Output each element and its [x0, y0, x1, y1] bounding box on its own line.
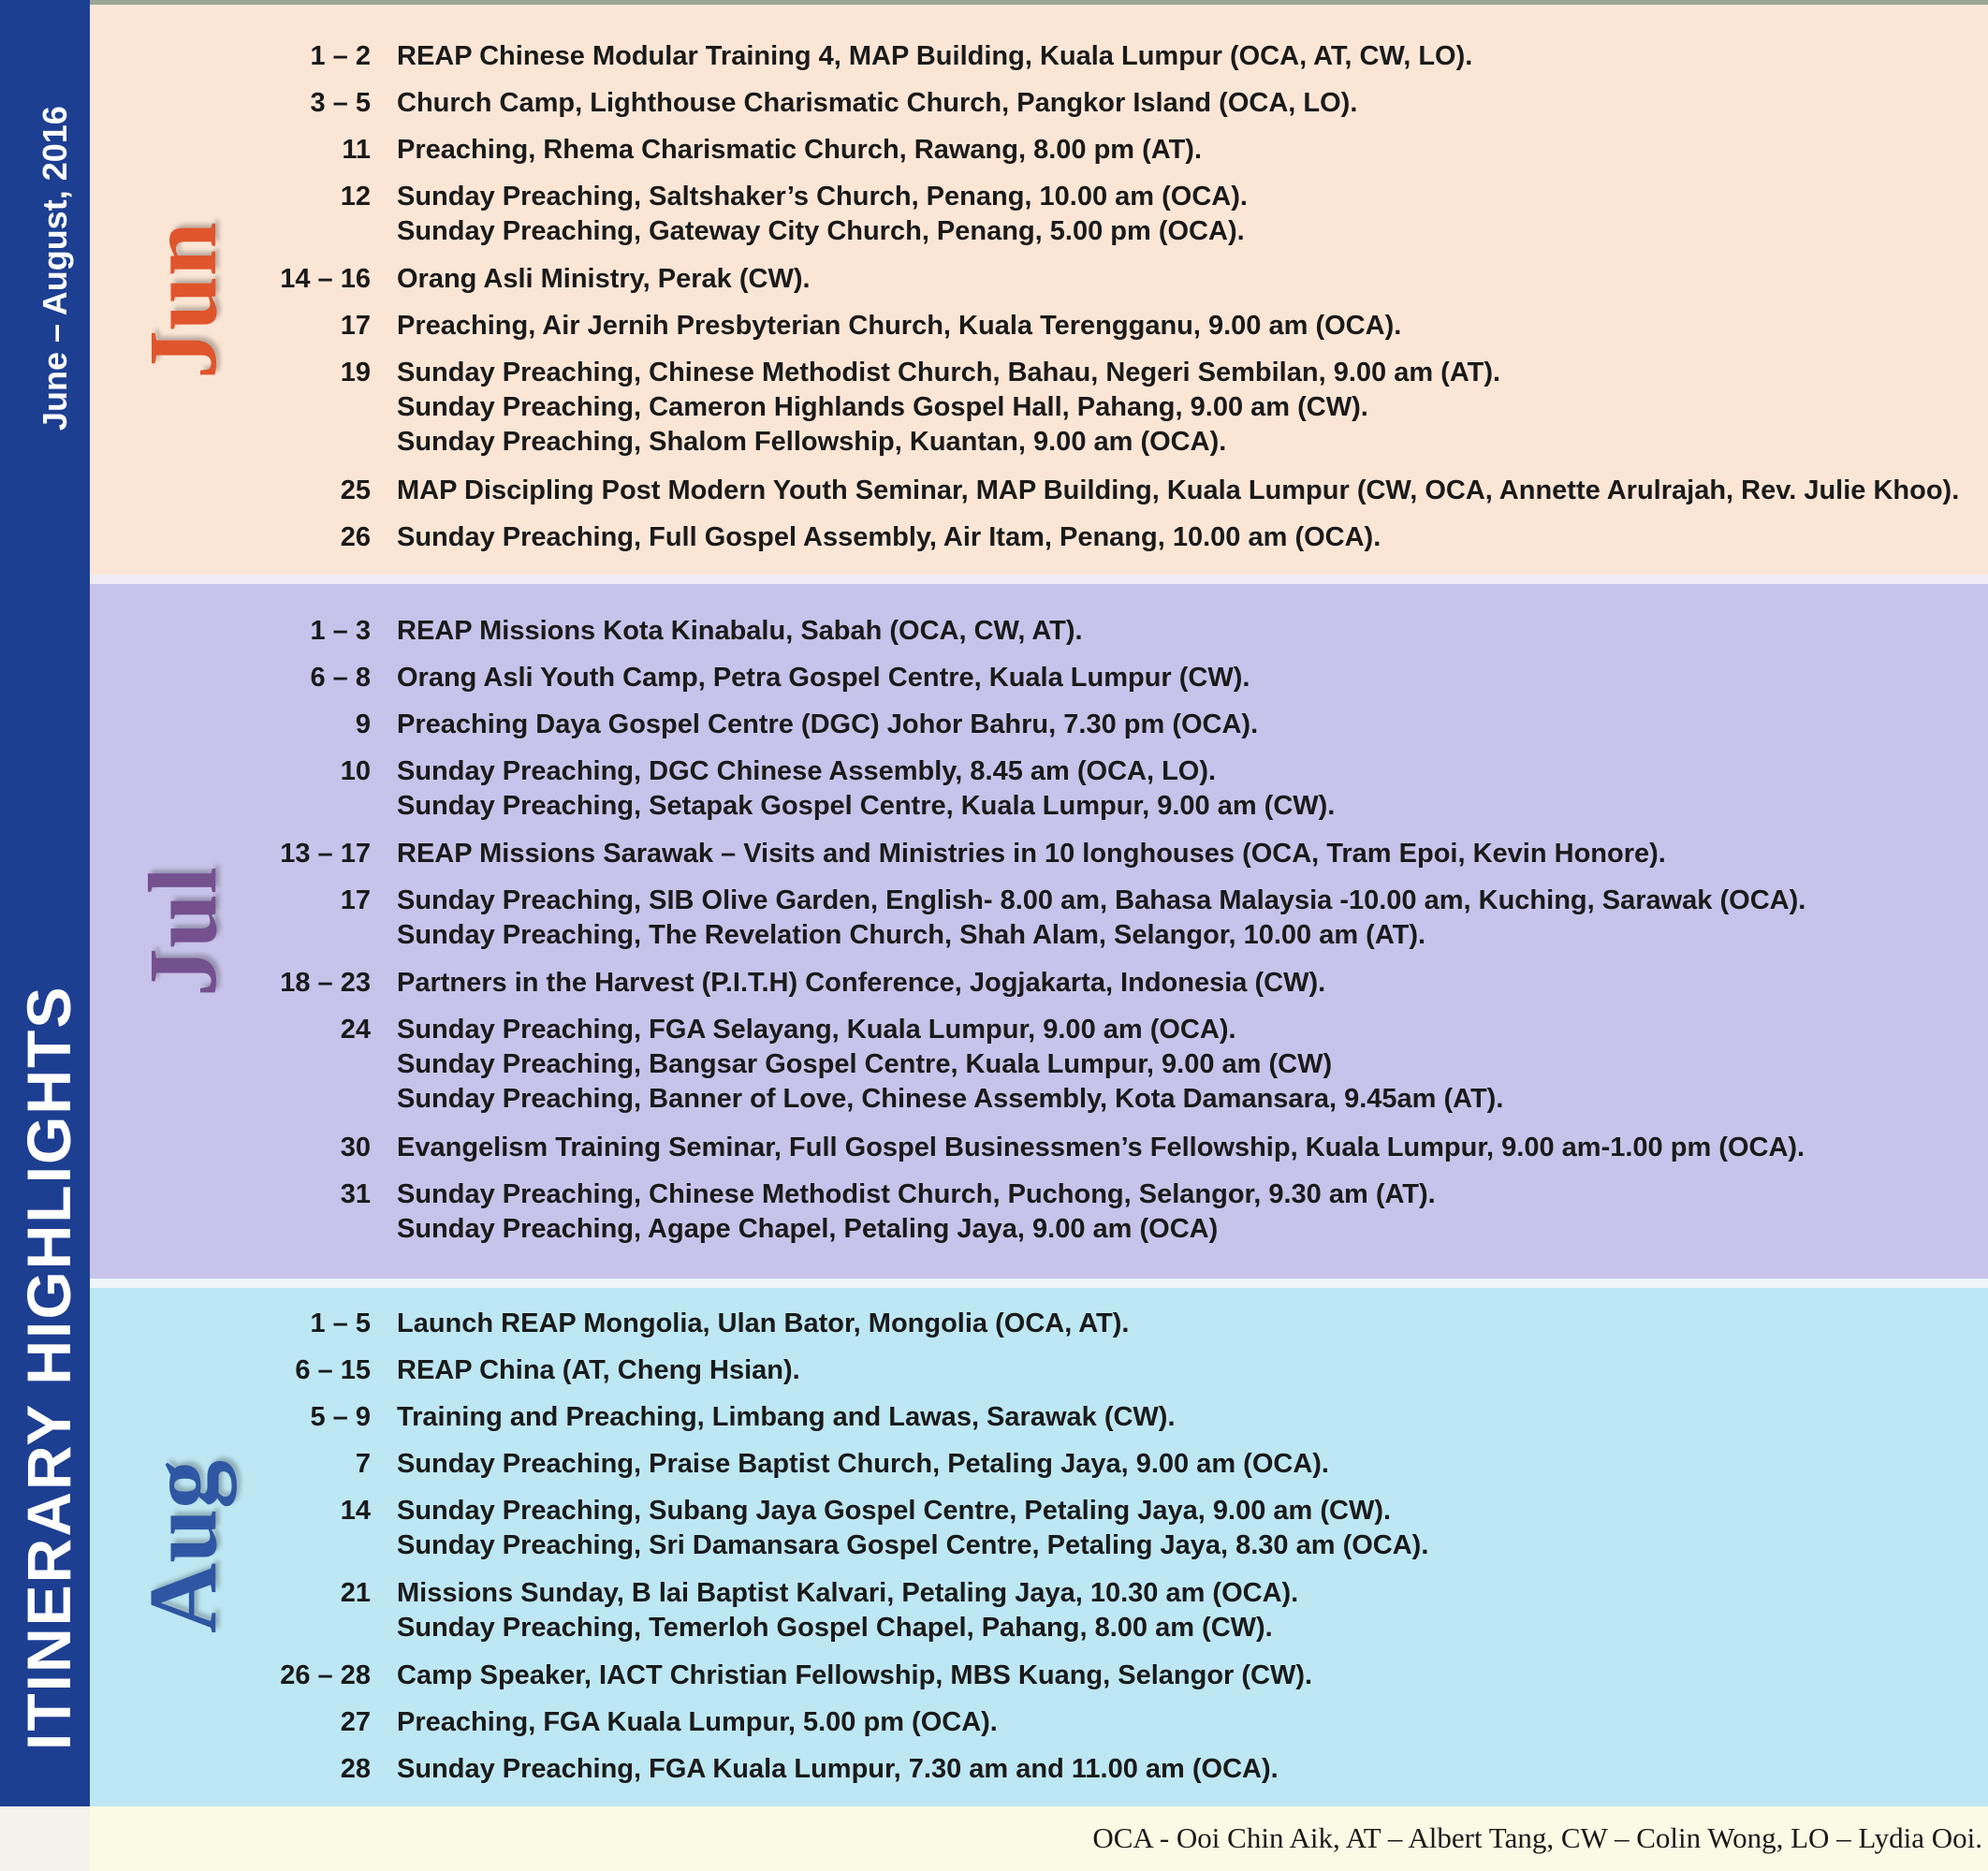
entry-date: 19 [340, 358, 371, 387]
entry-lines [397, 1659, 1979, 1693]
entry-text: Sunday Preaching, Bangsar Gospel Centre, Kuala Lumpur, 9.00 am (CW) [397, 1049, 1333, 1079]
entry-text: Evangelism Training Seminar, Full Gospel Businessmen’s Fellowship, Kuala Lumpur, 9.00 am-1.00 pm (OCA). [397, 1133, 1805, 1162]
entry-lines [397, 1353, 1979, 1388]
entry-text: Orang Asli Ministry, Perak (CW). [397, 264, 811, 294]
entry-date: 21 [340, 1578, 371, 1608]
entry-text: Sunday Preaching, Praise Baptist Church, Petaling Jaya, 9.00 am (OCA). [397, 1449, 1329, 1479]
entry-text: REAP Chinese Modular Training 4, MAP Building, Kuala Lumpur (OCA, AT, CW, LO). [397, 41, 1473, 71]
entry-text: Partners in the Harvest (P.I.T.H) Conference, Jogjakarta, Indonesia (CW). [397, 968, 1326, 998]
entry-lines [397, 1013, 1979, 1117]
entry-lines [397, 1705, 1979, 1740]
entry-text: Sunday Preaching, FGA Selayang, Kuala Lumpur, 9.00 am (OCA). [397, 1015, 1236, 1045]
entry-lines [397, 356, 1979, 460]
entry-date: 6 – 15 [295, 1355, 371, 1385]
entry-lines [397, 180, 1979, 249]
entry-date: 17 [340, 885, 371, 915]
entry-lines [397, 614, 1979, 649]
entry-date: 17 [340, 311, 371, 341]
entry-lines [397, 708, 1979, 742]
entry-date: 9 [355, 709, 371, 739]
itinerary-title: ITINERARY HIGHLIGHTS [14, 985, 83, 1750]
month-label-jul: Jul [129, 867, 237, 997]
entry-text: Sunday Preaching, Agape Chapel, Petaling Jaya, 9.00 am (OCA) [397, 1214, 1219, 1244]
entry-text: Preaching, Air Jernih Presbyterian Church, Kuala Terengganu, 9.00 am (OCA). [397, 311, 1402, 341]
entry-lines [397, 966, 1979, 1001]
entry-date: 1 – 2 [310, 41, 371, 71]
entry-date: 28 [340, 1754, 371, 1784]
entry-date: 24 [340, 1015, 371, 1045]
entry-text: Preaching Daya Gospel Centre (DGC) Johor Bahru, 7.30 pm (OCA). [397, 709, 1259, 739]
entry-lines [397, 1307, 1979, 1341]
entry-date: 18 – 23 [280, 968, 371, 998]
sidebar [0, 0, 90, 1806]
entry-lines [397, 884, 1979, 953]
entry-lines [397, 661, 1979, 695]
entry-date: 27 [340, 1707, 371, 1737]
date-range-subtitle: June – August, 2016 [36, 106, 74, 431]
entry-text: Preaching, Rhema Charismatic Church, Rawang, 8.00 pm (AT). [397, 135, 1203, 165]
entry-date: 25 [340, 475, 371, 505]
entry-text: Sunday Preaching, Shalom Fellowship, Kuantan, 9.00 am (OCA). [397, 427, 1227, 457]
entry-lines [397, 1576, 1979, 1645]
entry-lines [397, 86, 1979, 121]
month-label-aug: Aug [129, 1460, 237, 1633]
entry-text: Sunday Preaching, Chinese Methodist Church, Puchong, Selangor, 9.30 am (AT). [397, 1179, 1436, 1209]
entry-text: Sunday Preaching, FGA Kuala Lumpur, 7.30 am and 11.00 am (OCA). [397, 1754, 1279, 1784]
entry-date: 30 [340, 1133, 371, 1162]
entry-date: 1 – 3 [310, 616, 371, 646]
entry-lines [397, 1494, 1979, 1563]
entry-text: Launch REAP Mongolia, Ulan Bator, Mongolia (OCA, AT). [397, 1308, 1130, 1338]
entry-text: Missions Sunday, B lai Baptist Kalvari, Petaling Jaya, 10.30 am (OCA). [397, 1578, 1299, 1608]
entry-date: 7 [355, 1449, 371, 1479]
entry-text: Church Camp, Lighthouse Charismatic Church, Pangkor Island (OCA, LO). [397, 88, 1358, 118]
entry-text: Sunday Preaching, Full Gospel Assembly, Air Itam, Penang, 10.00 am (OCA). [397, 522, 1381, 552]
entry-date: 5 – 9 [310, 1402, 371, 1432]
month-label-jun: Jun [129, 222, 237, 379]
entry-lines [397, 262, 1979, 297]
entry-date: 14 [340, 1496, 371, 1526]
entry-text: Sunday Preaching, Gateway City Church, Penang, 5.00 pm (OCA). [397, 216, 1245, 246]
entry-text: REAP Missions Kota Kinabalu, Sabah (OCA, CW, AT). [397, 616, 1083, 646]
entry-text: REAP China (AT, Cheng Hsian). [397, 1355, 800, 1385]
entry-text: Sunday Preaching, SIB Olive Garden, English- 8.00 am, Bahasa Malaysia -10.00 am, Kuching, Sarawak (OCA). [397, 885, 1806, 915]
entry-date: 12 [340, 182, 371, 212]
entry-lines [397, 309, 1979, 344]
entry-lines [397, 133, 1979, 168]
entry-text: Sunday Preaching, Temerloh Gospel Chapel, Pahang, 8.00 am (CW). [397, 1613, 1273, 1643]
entry-text: Sunday Preaching, Cameron Highlands Gospel Hall, Pahang, 9.00 am (CW). [397, 392, 1368, 422]
footer [90, 1806, 1988, 1871]
entry-date: 14 – 16 [280, 264, 371, 294]
entry-text: REAP Missions Sarawak – Visits and Ministries in 10 longhouses (OCA, Tram Epoi, Kevin Honore). [397, 839, 1666, 869]
entry-text: Sunday Preaching, Subang Jaya Gospel Centre, Petaling Jaya, 9.00 am (CW). [397, 1496, 1392, 1526]
entry-lines [397, 1131, 1979, 1165]
entry-lines [397, 1752, 1979, 1787]
entry-text: Sunday Preaching, Sri Damansara Gospel Centre, Petaling Jaya, 8.30 am (OCA). [397, 1530, 1429, 1560]
entry-text: Sunday Preaching, Banner of Love, Chinese Assembly, Kota Damansara, 9.45am (AT). [397, 1084, 1504, 1114]
entry-lines [397, 1177, 1979, 1247]
entry-text: Preaching, FGA Kuala Lumpur, 5.00 pm (OCA). [397, 1707, 998, 1737]
entry-lines [397, 1400, 1979, 1435]
entry-lines [397, 39, 1979, 74]
entry-text: Sunday Preaching, Chinese Methodist Church, Bahau, Negeri Sembilan, 9.00 am (AT). [397, 358, 1501, 387]
entry-date: 26 – 28 [280, 1660, 371, 1690]
entry-lines [397, 520, 1979, 555]
entry-lines [397, 754, 1979, 824]
entry-date: 10 [340, 756, 371, 786]
entry-text: Sunday Preaching, Saltshaker’s Church, Penang, 10.00 am (OCA). [397, 182, 1248, 212]
entry-text: Sunday Preaching, DGC Chinese Assembly, 8.45 am (OCA, LO). [397, 756, 1217, 786]
entry-date: 6 – 8 [310, 663, 371, 693]
entry-lines [397, 474, 1979, 508]
entry-text: Camp Speaker, IACT Christian Fellowship, MBS Kuang, Selangor (CW). [397, 1660, 1313, 1690]
entry-text: Orang Asli Youth Camp, Petra Gospel Centre, Kuala Lumpur (CW). [397, 663, 1250, 693]
entry-date: 3 – 5 [310, 88, 371, 118]
entry-text: Sunday Preaching, The Revelation Church, Shah Alam, Selangor, 10.00 am (AT). [397, 920, 1426, 950]
entry-lines [397, 837, 1979, 871]
entry-date: 26 [340, 522, 371, 552]
entry-date: 31 [340, 1179, 371, 1209]
entry-text: MAP Discipling Post Modern Youth Seminar, MAP Building, Kuala Lumpur (CW, OCA, Annette Arulrajah, Rev. Julie Khoo). [397, 475, 1960, 505]
entry-date: 13 – 17 [280, 839, 371, 869]
entry-date: 11 [342, 135, 371, 165]
entry-text: Training and Preaching, Limbang and Lawas, Sarawak (CW). [397, 1402, 1176, 1432]
entry-lines [397, 1447, 1979, 1482]
entry-date: 1 – 5 [310, 1308, 371, 1338]
abbreviation-legend: OCA - Ooi Chin Aik, AT – Albert Tang, CW – Colin Wong, LO – Lydia Ooi. [1092, 1821, 1982, 1854]
entry-text: Sunday Preaching, Setapak Gospel Centre, Kuala Lumpur, 9.00 am (CW). [397, 791, 1336, 821]
